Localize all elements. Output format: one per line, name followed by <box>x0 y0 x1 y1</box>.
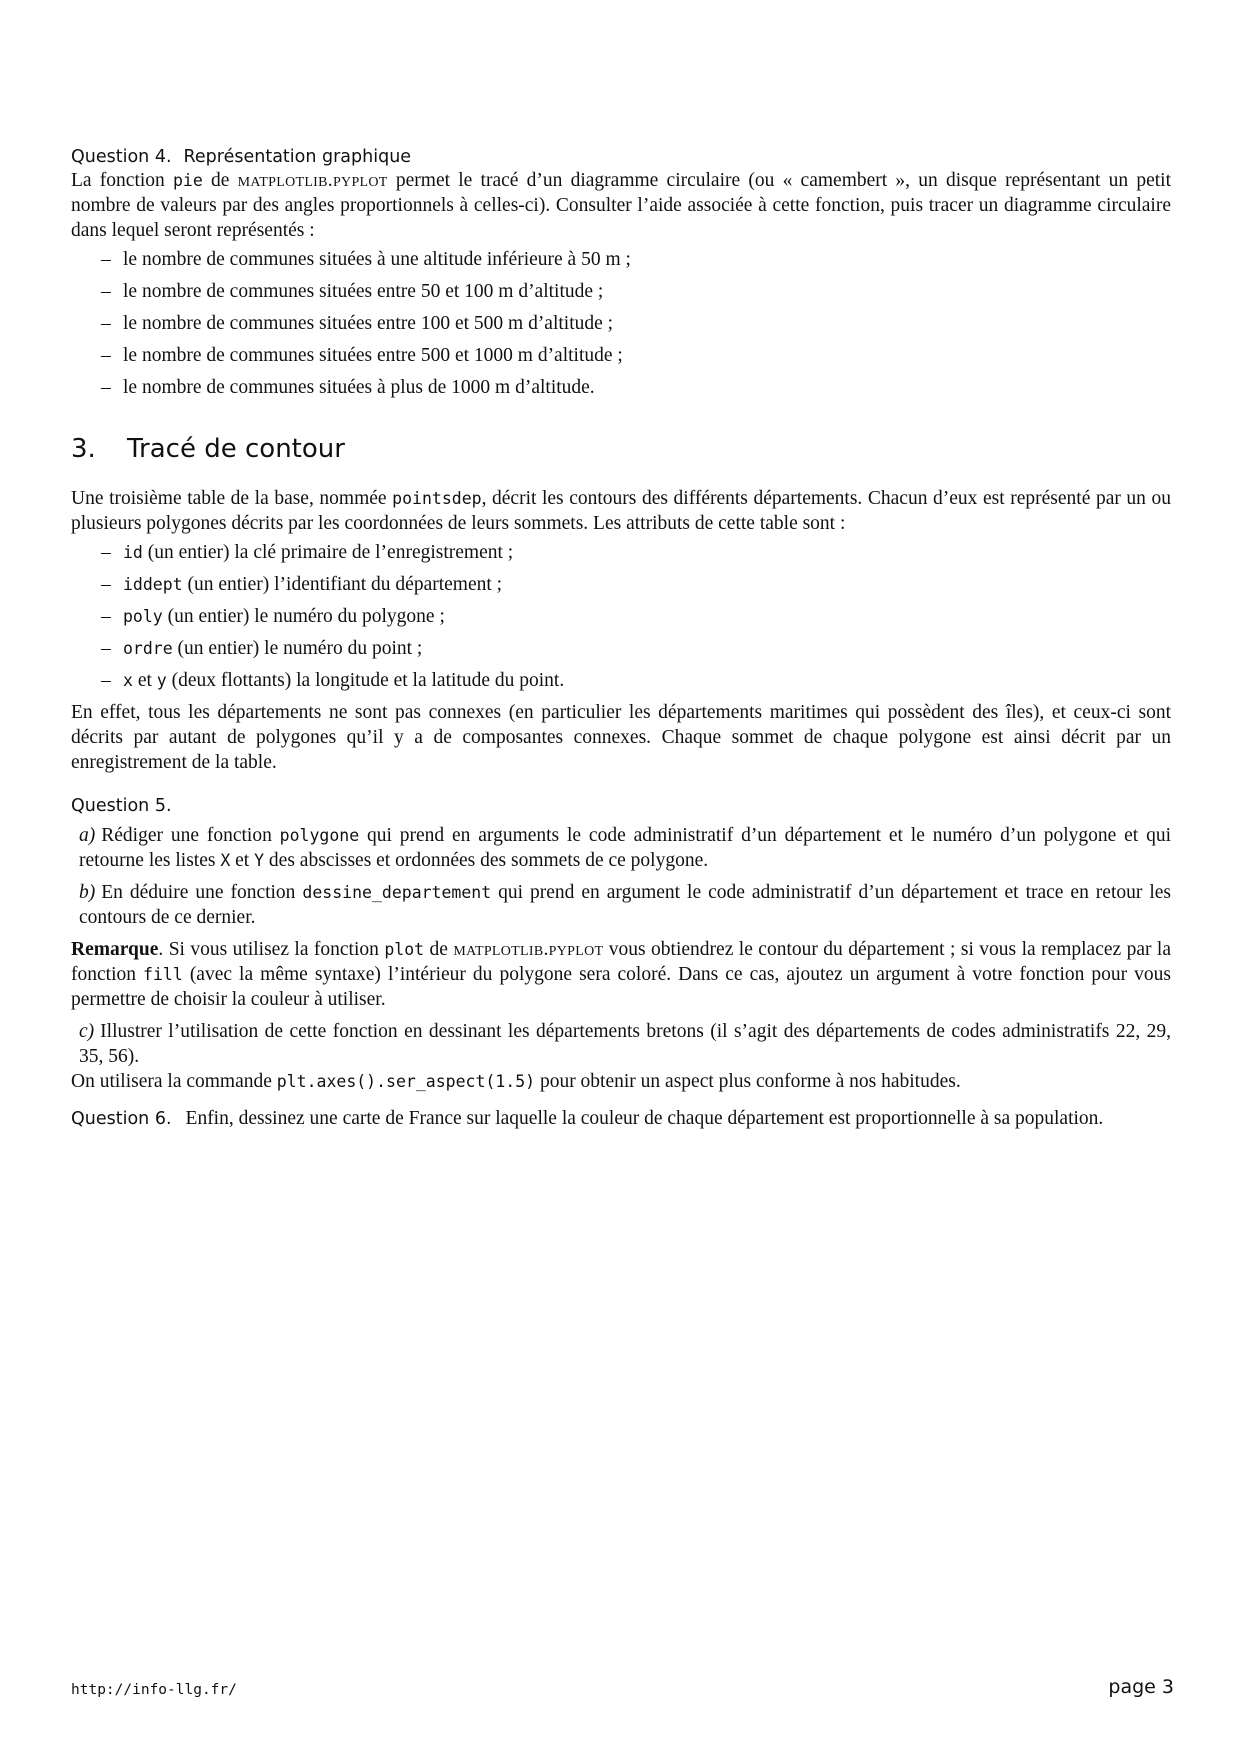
list-item: – ordre (un entier) le numéro du point ; <box>71 636 1171 661</box>
code-pie: pie <box>173 171 203 190</box>
list-item: – le nombre de communes situées entre 500 et 1000 m d’altitude ; <box>71 343 1171 368</box>
question-5-label: Question 5. <box>71 796 172 816</box>
code-polygone: polygone <box>279 826 360 845</box>
footer-url: http://info-llg.fr/ <box>71 1682 237 1698</box>
remark-label: Remarque <box>71 939 159 960</box>
section-3-paragraph: En effet, tous les départements ne sont pas connexes (en particulier les départements maritimes qui possèdent des îles), et ceux-ci sont décrits par autant de polygones qu’il y a de composantes connexes. Chaque sommet de chaque polygone est ainsi décrit par un enregistrement de la table. <box>71 702 1171 773</box>
question-4-list <box>71 247 1171 400</box>
item-marker: c) <box>79 1021 95 1042</box>
aspect-note: On utilisera la commande plt.axes().ser_aspect(1.5) pour obtenir un aspect plus conforme à nos habitudes. <box>71 1071 961 1092</box>
library-name: matplotlib.pyplot <box>237 170 388 191</box>
question-4-heading <box>71 146 1171 168</box>
question-5b: b) En déduire une fonction dessine_departement qui prend en argument le code administratif d’un département et trace en retour les contours de ce dernier. <box>79 882 1171 928</box>
section-number: 3. <box>71 434 96 464</box>
question-5c: c) Illustrer l’utilisation de cette fonction en dessinant les départements bretons (il s’agit des départements de codes administratifs 22, 29, 35, 56). <box>79 1021 1171 1067</box>
list-item: – poly (un entier) le numéro du polygone ; <box>71 604 1171 629</box>
question-6-label: Question 6. <box>71 1109 172 1129</box>
list-item: – le nombre de communes situées à une altitude inférieure à 50 m ; <box>71 247 1171 272</box>
remark: Remarque. Si vous utilisez la fonction plot de matplotlib.pyplot vous obtiendrez le contour du département ; si vous la remplacez par la fonction fill (avec la même syntaxe) l’intérieur du polygone sera coloré. Dans ce cas, ajoutez un argument à votre fonction pour vous permettre de choisir la couleur à utiliser. <box>71 939 1172 1010</box>
list-item: – le nombre de communes situées entre 50 et 100 m d’altitude ; <box>71 279 1171 304</box>
document-page <box>71 146 1171 1131</box>
list-item: – iddept (un entier) l’identifiant du département ; <box>71 572 1171 597</box>
item-marker: b) <box>79 882 96 903</box>
question-5a: a) Rédiger une fonction polygone qui prend en arguments le code administratif d’un département et le numéro d’un polygone et qui retourne les listes X et Y des abscisses et ordonnées des sommets de ce polygone. <box>79 825 1171 871</box>
list-item: – le nombre de communes situées à plus de 1000 m d’altitude. <box>71 375 1171 400</box>
section-3-heading <box>71 433 1171 465</box>
question-4-label: Question 4. <box>71 147 172 167</box>
list-item: – x et y (deux flottants) la longitude et la latitude du point. <box>71 668 1171 693</box>
question-4-title: Représentation graphique <box>183 147 412 167</box>
section-title: Tracé de contour <box>127 434 345 464</box>
question-5-heading <box>71 795 1171 817</box>
list-item: – le nombre de communes situées entre 100 et 500 m d’altitude ; <box>71 311 1171 336</box>
section-3-intro: Une troisième table de la base, nommée pointsdep, décrit les contours des différents départements. Chacun d’eux est représenté par un ou plusieurs polygones décrits par les coordonnées de leurs sommets. Les attributs de cette table sont : <box>71 488 1171 534</box>
question-6: Question 6. Enfin, dessinez une carte de France sur laquelle la couleur de chaque département est proportionnelle à sa population. <box>71 1108 1104 1129</box>
code-pointsdep: pointsdep <box>392 489 482 508</box>
item-marker: a) <box>79 825 96 846</box>
code-dessine-departement: dessine_departement <box>302 883 492 902</box>
code-aspect: plt.axes().ser_aspect(1.5) <box>276 1072 536 1091</box>
question-4-intro: La fonction pie de matplotlib.pyplot permet le tracé d’un diagramme circulaire (ou « camembert », un disque représentant un petit nombre de valeurs par des angles proportionnels à celles-ci). Consulter l’aide associée à cette fonction, puis tracer un diagramme circulaire dans lequel seront représentés : <box>71 170 1171 241</box>
attributes-list <box>71 540 1171 693</box>
list-item: – id (un entier) la clé primaire de l’enregistrement ; <box>71 540 1171 565</box>
page-number: page 3 <box>1108 1676 1174 1698</box>
